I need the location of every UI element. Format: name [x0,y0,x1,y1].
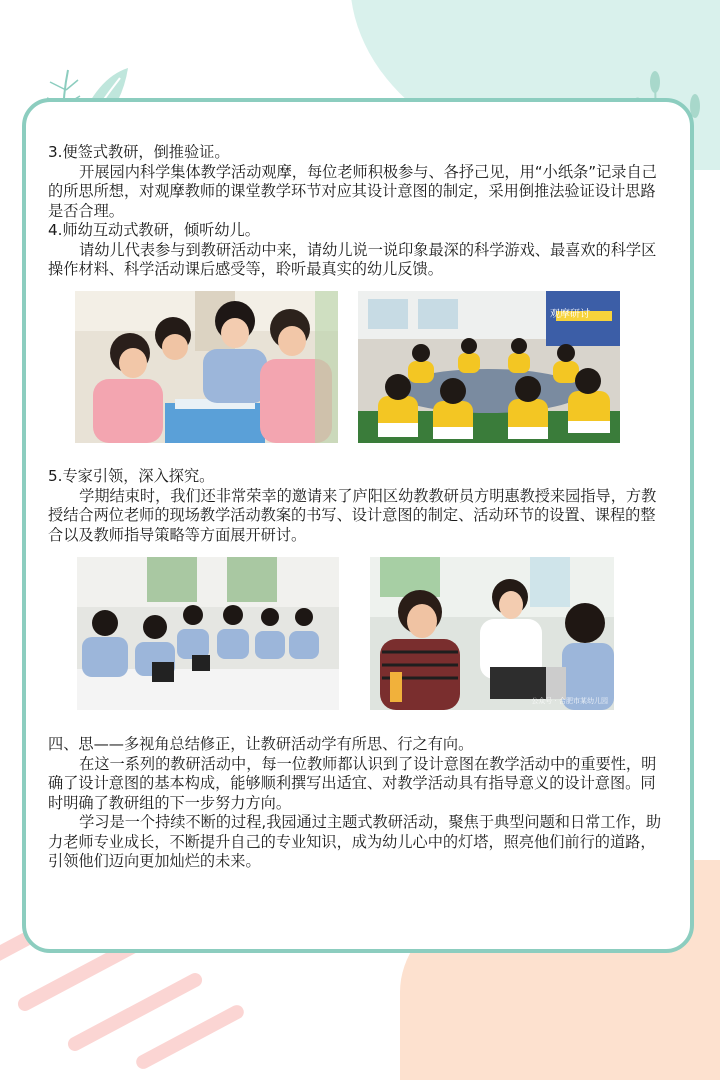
section-4-body: 请幼儿代表参与到教研活动中来，请幼儿说一说印象最深的科学游戏、最喜欢的科学区操作材料、科学活动课后感受等，聆听最真实的幼儿反馈。 [48,240,657,278]
section-4-heading: 4.师幼互动式教研，倾听幼儿。 [48,221,260,239]
text-block-section-reflection [48,735,668,872]
section-3-body: 开展园内科学集体教学活动观摩，每位老师积极参与、各抒己见，用“小纸条”记录自己的所思所想，对观摩教师的课堂教学环节对应其设计意图的制定，采用倒推法验证设计思路是否合理。 [48,162,657,220]
section-5-heading: 5.专家引领，深入探究。 [48,467,215,485]
section-reflection-body-2: 学习是一个持续不断的过程,我园通过主题式教研活动，聚焦于典型问题和日常工作，助力老师专业成长，不断提升自己的专业知识，成为幼儿心中的灯塔，照亮他们前行的道路，引领他们迈向更加灿烂的未来。 [48,813,662,870]
text-block-section-5 [48,467,668,545]
section-5-body: 学期结束时，我们还非常荣幸的邀请来了庐阳区幼教教研员方明惠教授来园指导，方教授结合两位老师的现场教学活动教案的书写、设计意图的制定、活动环节的设置、课程的整合以及教师指导策略等方面展开研讨。 [48,486,657,544]
photo-watermark: 公众号 · 合肥市某幼儿园 [531,697,608,705]
section-reflection-heading: 四、思——多视角总结修正，让教研活动学有所思、行之有向。 [48,735,474,753]
pink-stripe [134,1003,247,1072]
photo-teachers-meeting [77,557,339,710]
section-reflection-body-1: 在这一系列的教研活动中，每一位教师都认识到了设计意图在教学活动中的重要性，明确了设计意图的基本构成，能够顺利撰写出适宜、对教学活动具有指导意义的设计意图。同时明确了教研组的下一步努力方向。 [48,754,657,812]
photo-banner-text: 观摩研讨 [550,309,590,320]
photo-children-activity [75,291,338,443]
photo-classroom-circle [358,291,620,443]
section-3-heading: 3.便签式教研，倒推验证。 [48,143,230,161]
text-block-sections-3-4 [48,143,668,280]
photo-expert-guidance [370,557,614,710]
